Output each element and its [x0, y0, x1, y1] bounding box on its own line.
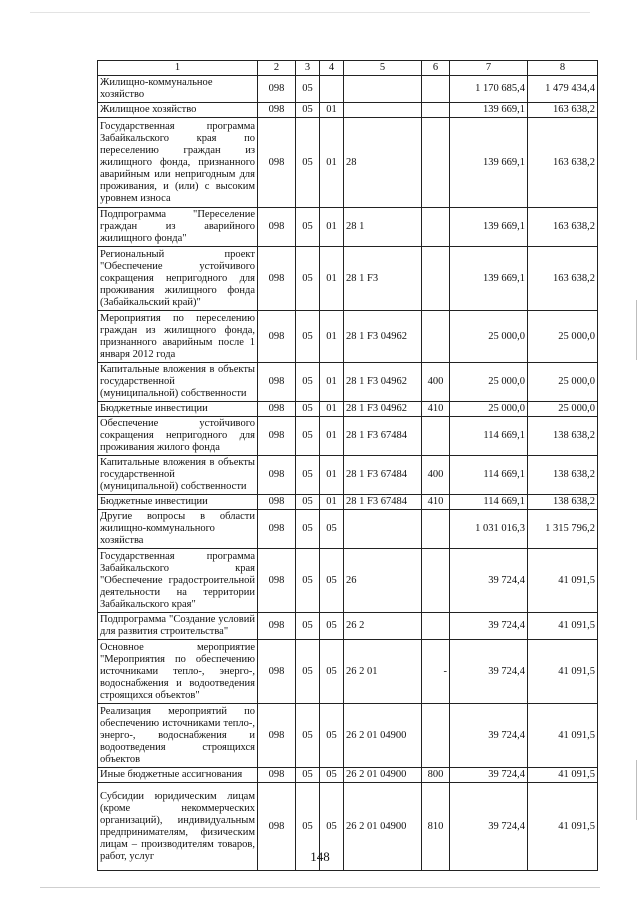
table-row [98, 613, 598, 640]
cell-amount-7: 139 669,1 [450, 208, 528, 247]
row-name: Реализация мероприятий по обеспечению источниками тепло-, энерго-, водоснабжения и водоотведения строящихся объектов [98, 704, 258, 768]
col-header: 8 [528, 61, 598, 76]
cell-expense-type: 410 [422, 402, 450, 417]
cell-target-article [344, 103, 422, 118]
cell-ministry: 098 [258, 76, 296, 103]
cell-ministry: 098 [258, 208, 296, 247]
cell-subsection: 01 [320, 247, 344, 311]
top-scan-line [30, 12, 590, 13]
row-name: Подпрограмма "Переселение граждан из аварийного жилищного фонда" [98, 208, 258, 247]
budget-table [97, 60, 598, 871]
table-row [98, 495, 598, 510]
col-header: 2 [258, 61, 296, 76]
table-row [98, 247, 598, 311]
cell-amount-7: 25 000,0 [450, 402, 528, 417]
cell-subsection: 05 [320, 768, 344, 783]
cell-expense-type [422, 311, 450, 363]
cell-subsection: 01 [320, 208, 344, 247]
row-name: Бюджетные инвестиции [98, 495, 258, 510]
cell-amount-7: 39 724,4 [450, 704, 528, 768]
cell-target-article: 28 1 F3 67484 [344, 417, 422, 456]
cell-section: 05 [296, 640, 320, 704]
cell-ministry: 098 [258, 103, 296, 118]
cell-amount-7: 139 669,1 [450, 118, 528, 208]
cell-target-article: 26 [344, 549, 422, 613]
cell-amount-8: 25 000,0 [528, 402, 598, 417]
cell-expense-type [422, 247, 450, 311]
row-name: Региональный проект "Обеспечение устойчивого сокращения непригодного для проживания жилищного фонда (Забайкальский край)" [98, 247, 258, 311]
cell-subsection: 01 [320, 456, 344, 495]
cell-ministry: 098 [258, 640, 296, 704]
row-name: Субсидии юридическим лицам (кроме некоммерческих организаций), индивидуальным предпринимателям, физическим лицам – производителям товаров, работ, услуг [98, 783, 258, 871]
cell-expense-type [422, 549, 450, 613]
cell-amount-7: 139 669,1 [450, 247, 528, 311]
cell-expense-type: 400 [422, 456, 450, 495]
cell-ministry: 098 [258, 417, 296, 456]
table-row [98, 208, 598, 247]
row-name: Бюджетные инвестиции [98, 402, 258, 417]
col-header: 6 [422, 61, 450, 76]
cell-ministry: 098 [258, 402, 296, 417]
cell-section: 05 [296, 103, 320, 118]
col-header: 7 [450, 61, 528, 76]
row-name: Государственная программа Забайкальского края "Обеспечение градостроительной деятельности на территории Забайкальского края" [98, 549, 258, 613]
cell-subsection: 01 [320, 103, 344, 118]
cell-subsection: 01 [320, 402, 344, 417]
row-name: Подпрограмма "Создание условий для развития строительства" [98, 613, 258, 640]
cell-section: 05 [296, 402, 320, 417]
cell-amount-8: 41 091,5 [528, 768, 598, 783]
cell-section: 05 [296, 417, 320, 456]
cell-amount-7: 39 724,4 [450, 640, 528, 704]
cell-expense-type: 410 [422, 495, 450, 510]
cell-target-article: 28 1 F3 67484 [344, 495, 422, 510]
table-row [98, 768, 598, 783]
cell-section: 05 [296, 208, 320, 247]
cell-target-article: 26 2 [344, 613, 422, 640]
col-header: 4 [320, 61, 344, 76]
cell-section: 05 [296, 118, 320, 208]
table-row [98, 118, 598, 208]
table-row [98, 311, 598, 363]
cell-ministry: 098 [258, 768, 296, 783]
table-row [98, 402, 598, 417]
col-header: 3 [296, 61, 320, 76]
cell-amount-7: 25 000,0 [450, 363, 528, 402]
cell-section: 05 [296, 783, 320, 871]
cell-expense-type [422, 613, 450, 640]
cell-amount-8: 1 315 796,2 [528, 510, 598, 549]
cell-target-article: 28 1 F3 04962 [344, 363, 422, 402]
cell-amount-8: 163 638,2 [528, 103, 598, 118]
row-name: Капитальные вложения в объекты государственной (муниципальной) собственности [98, 456, 258, 495]
cell-target-article: 28 [344, 118, 422, 208]
cell-amount-7: 114 669,1 [450, 495, 528, 510]
cell-ministry: 098 [258, 495, 296, 510]
cell-subsection: 05 [320, 704, 344, 768]
cell-amount-7: 25 000,0 [450, 311, 528, 363]
cell-target-article: 28 1 F3 04962 [344, 311, 422, 363]
row-name: Основное мероприятие "Мероприятия по обеспечению источниками тепло-, энерго-, водоснабжения и водоотведения строящихся объектов" [98, 640, 258, 704]
cell-target-article: 28 1 [344, 208, 422, 247]
cell-expense-type [422, 76, 450, 103]
cell-amount-8: 25 000,0 [528, 363, 598, 402]
cell-section: 05 [296, 76, 320, 103]
bottom-scan-line [40, 887, 600, 888]
col-header: 5 [344, 61, 422, 76]
cell-ministry: 098 [258, 247, 296, 311]
row-name: Мероприятия по переселению граждан из жилищного фонда, признанного аварийным после 1 января 2012 года [98, 311, 258, 363]
cell-subsection: 01 [320, 363, 344, 402]
cell-subsection: 01 [320, 417, 344, 456]
cell-expense-type: - [422, 640, 450, 704]
cell-amount-7: 39 724,4 [450, 768, 528, 783]
cell-ministry: 098 [258, 118, 296, 208]
cell-section: 05 [296, 549, 320, 613]
row-name: Иные бюджетные ассигнования [98, 768, 258, 783]
cell-amount-8: 41 091,5 [528, 613, 598, 640]
cell-amount-8: 25 000,0 [528, 311, 598, 363]
cell-amount-8: 163 638,2 [528, 247, 598, 311]
cell-section: 05 [296, 247, 320, 311]
cell-subsection: 01 [320, 118, 344, 208]
cell-amount-7: 139 669,1 [450, 103, 528, 118]
cell-section: 05 [296, 704, 320, 768]
cell-expense-type [422, 510, 450, 549]
table-row [98, 103, 598, 118]
cell-subsection: 05 [320, 510, 344, 549]
row-name: Жилищно-коммунальное хозяйство [98, 76, 258, 103]
cell-ministry: 098 [258, 510, 296, 549]
cell-amount-7: 1 031 016,3 [450, 510, 528, 549]
cell-target-article: 28 1 F3 67484 [344, 456, 422, 495]
cell-expense-type [422, 118, 450, 208]
cell-amount-8: 41 091,5 [528, 549, 598, 613]
cell-section: 05 [296, 456, 320, 495]
cell-amount-8: 163 638,2 [528, 208, 598, 247]
cell-expense-type: 400 [422, 363, 450, 402]
cell-ministry: 098 [258, 613, 296, 640]
cell-amount-8: 1 479 434,4 [528, 76, 598, 103]
cell-amount-8: 138 638,2 [528, 456, 598, 495]
cell-expense-type [422, 417, 450, 456]
cell-section: 05 [296, 768, 320, 783]
cell-subsection: 05 [320, 613, 344, 640]
cell-section: 05 [296, 510, 320, 549]
cell-ministry: 098 [258, 549, 296, 613]
cell-target-article: 26 2 01 04900 [344, 704, 422, 768]
table-row [98, 417, 598, 456]
row-name: Обеспечение устойчивого сокращения непригодного для проживания жилого фонда [98, 417, 258, 456]
row-name: Капитальные вложения в объекты государственной (муниципальной) собственности [98, 363, 258, 402]
cell-subsection: 01 [320, 311, 344, 363]
cell-amount-8: 138 638,2 [528, 495, 598, 510]
table-row [98, 363, 598, 402]
cell-amount-8: 138 638,2 [528, 417, 598, 456]
table-row [98, 76, 598, 103]
cell-expense-type: 810 [422, 783, 450, 871]
cell-section: 05 [296, 613, 320, 640]
cell-subsection [320, 76, 344, 103]
cell-amount-7: 39 724,4 [450, 549, 528, 613]
cell-ministry: 098 [258, 311, 296, 363]
row-name: Государственная программа Забайкальского края по переселению граждан из жилищного фонда, признанного аварийным или непригодным для проживания, и (или) с высоким уровнем износа [98, 118, 258, 208]
cell-target-article: 26 2 01 04900 [344, 768, 422, 783]
cell-amount-7: 39 724,4 [450, 783, 528, 871]
table-row [98, 510, 598, 549]
cell-section: 05 [296, 495, 320, 510]
cell-expense-type [422, 103, 450, 118]
cell-expense-type [422, 704, 450, 768]
scan-edge-mark [636, 300, 637, 360]
cell-ministry: 098 [258, 783, 296, 871]
cell-amount-7: 39 724,4 [450, 613, 528, 640]
cell-target-article: 28 1 F3 04962 [344, 402, 422, 417]
page-number: 148 [310, 849, 330, 864]
cell-amount-8: 41 091,5 [528, 783, 598, 871]
row-name: Жилищное хозяйство [98, 103, 258, 118]
scan-edge-mark [636, 760, 637, 820]
cell-target-article [344, 76, 422, 103]
cell-ministry: 098 [258, 704, 296, 768]
col-header: 1 [98, 61, 258, 76]
cell-target-article: 26 2 01 04900 [344, 783, 422, 871]
table-row [98, 456, 598, 495]
cell-amount-7: 1 170 685,4 [450, 76, 528, 103]
row-name: Другие вопросы в области жилищно-коммунального хозяйства [98, 510, 258, 549]
cell-amount-7: 114 669,1 [450, 417, 528, 456]
cell-target-article [344, 510, 422, 549]
cell-amount-8: 163 638,2 [528, 118, 598, 208]
cell-target-article: 28 1 F3 [344, 247, 422, 311]
cell-subsection: 05 [320, 640, 344, 704]
cell-section: 05 [296, 311, 320, 363]
table-row [98, 704, 598, 768]
cell-ministry: 098 [258, 363, 296, 402]
table-row [98, 640, 598, 704]
cell-amount-8: 41 091,5 [528, 704, 598, 768]
cell-expense-type: 800 [422, 768, 450, 783]
cell-amount-8: 41 091,5 [528, 640, 598, 704]
table-row [98, 549, 598, 613]
cell-subsection: 01 [320, 495, 344, 510]
cell-target-article: 26 2 01 [344, 640, 422, 704]
cell-ministry: 098 [258, 456, 296, 495]
cell-amount-7: 114 669,1 [450, 456, 528, 495]
table-header-row [98, 61, 598, 76]
cell-expense-type [422, 208, 450, 247]
cell-section: 05 [296, 363, 320, 402]
cell-subsection: 05 [320, 783, 344, 871]
cell-subsection: 05 [320, 549, 344, 613]
